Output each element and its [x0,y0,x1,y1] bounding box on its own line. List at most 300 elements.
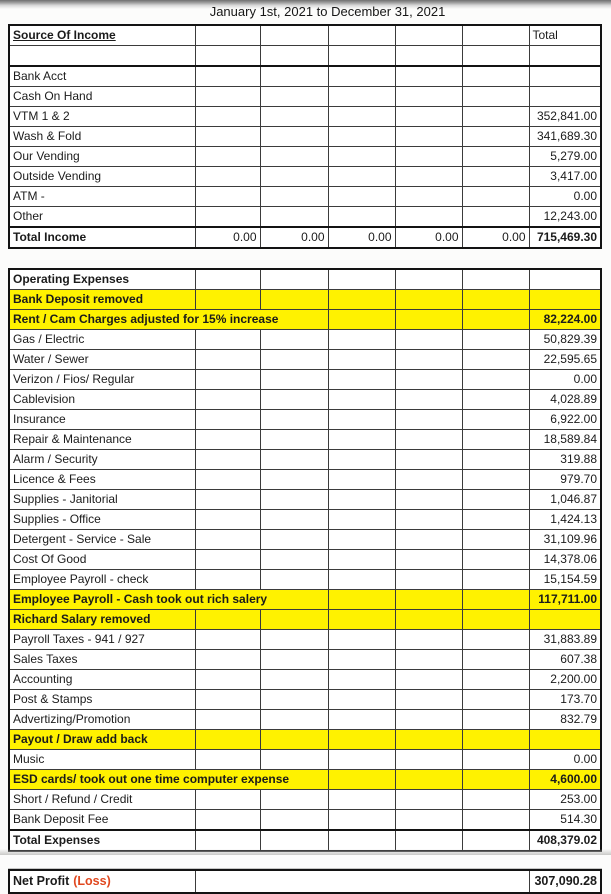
income-empty-cell [462,147,529,167]
income-empty-cell [328,66,395,87]
expense-total-cell: 1,424.13 [529,510,601,530]
income-empty-cell [328,25,395,46]
expenses-total-row [9,830,601,851]
income-label-cell: ATM - [9,187,195,207]
income-empty-cell [260,147,328,167]
expense-empty-cell [328,310,395,330]
expense-empty-cell [195,610,260,630]
income-empty-cell [260,25,328,46]
expense-empty-cell [195,650,260,670]
expense-row [9,810,601,831]
expense-label-cell: Repair & Maintenance [9,430,195,450]
expense-empty-cell [328,730,395,750]
expense-empty-cell [395,830,462,851]
expense-empty-cell [395,290,462,310]
income-empty-cell [260,87,328,107]
income-empty-cell [462,87,529,107]
expense-label-cell: Employee Payroll - check [9,570,195,590]
expense-row-highlighted [9,610,601,630]
expense-empty-cell [395,590,462,610]
expense-total-cell: 14,378.06 [529,550,601,570]
income-total-zero-cell: 0.00 [328,227,395,248]
income-total-row [9,227,601,248]
expense-total-cell [529,290,601,310]
expense-empty-cell [462,350,529,370]
expense-row [9,750,601,770]
expense-empty-cell [195,269,260,290]
expense-row [9,630,601,650]
expense-row [9,650,601,670]
expense-empty-cell [260,670,328,690]
expense-empty-cell [395,730,462,750]
expense-total-cell: 0.00 [529,750,601,770]
expense-total-cell: 50,829.39 [529,330,601,350]
expense-empty-cell [260,650,328,670]
expense-empty-cell [462,390,529,410]
expense-label-cell: Music [9,750,195,770]
expense-row [9,670,601,690]
expense-empty-cell [328,530,395,550]
expense-empty-cell [395,770,462,790]
expense-total-cell: 6,922.00 [529,410,601,430]
expense-empty-cell [462,570,529,590]
expense-empty-cell [462,610,529,630]
expense-row [9,370,601,390]
expense-empty-cell [328,330,395,350]
income-empty-cell [195,127,260,147]
expense-empty-cell [395,750,462,770]
income-empty-cell [195,207,260,228]
expense-empty-cell [395,450,462,470]
income-empty-cell [395,46,462,67]
expense-row-highlighted [9,590,601,610]
expense-empty-cell [328,450,395,470]
expense-empty-cell [195,410,260,430]
income-empty-cell [195,46,260,67]
expense-empty-cell [260,630,328,650]
expense-empty-cell [260,810,328,831]
expense-label-cell: Rent / Cam Charges adjusted for 15% increase [9,310,328,330]
expense-empty-cell [260,430,328,450]
report-period-title: January 1st, 2021 to December 31, 2021 [209,4,446,19]
expense-total-cell: 607.38 [529,650,601,670]
expense-empty-cell [395,310,462,330]
expense-label-cell: Bank Deposit removed [9,290,195,310]
expense-empty-cell [328,350,395,370]
expense-empty-cell [462,710,529,730]
expense-label-cell: Accounting [9,670,195,690]
income-total-header-cell: Total [529,25,601,46]
expense-row-highlighted [9,730,601,750]
expense-total-cell: 979.70 [529,470,601,490]
expense-label-cell: Alarm / Security [9,450,195,470]
income-empty-cell [328,127,395,147]
expense-label-cell: Supplies - Office [9,510,195,530]
expense-empty-cell [195,450,260,470]
expense-empty-cell [395,370,462,390]
expense-empty-cell [395,510,462,530]
expense-row-highlighted [9,310,601,330]
income-empty-cell [462,187,529,207]
expense-empty-cell [395,710,462,730]
income-empty-cell [462,66,529,87]
income-total-cell: 12,243.00 [529,207,601,228]
expense-empty-cell [260,750,328,770]
expense-empty-cell [328,490,395,510]
income-total-zero-cell: 0.00 [195,227,260,248]
income-label-cell: Other [9,207,195,228]
expense-total-cell: 253.00 [529,790,601,810]
income-empty-cell [462,127,529,147]
expense-label-cell: Water / Sewer [9,350,195,370]
income-empty-cell [195,167,260,187]
income-empty-cell [328,107,395,127]
expense-row [9,450,601,470]
expense-empty-cell [195,570,260,590]
income-label-cell: Bank Acct [9,66,195,87]
income-empty-cell [395,87,462,107]
expense-row [9,690,601,710]
income-row [9,167,601,187]
expense-empty-cell [195,390,260,410]
expense-row [9,470,601,490]
income-total-zero-cell: 0.00 [260,227,328,248]
expense-label-cell: ESD cards/ took out one time computer expense [9,770,328,790]
expense-label-cell: Sales Taxes [9,650,195,670]
expense-empty-cell [260,390,328,410]
expense-empty-cell [395,810,462,831]
income-empty-cell [195,25,260,46]
expense-label-cell: Verizon / Fios/ Regular [9,370,195,390]
expense-label-cell: Payout / Draw add back [9,730,195,750]
income-empty-cell [195,187,260,207]
income-empty-cell [529,46,601,67]
expense-label-cell: Detergent - Service - Sale [9,530,195,550]
income-label-cell: Cash On Hand [9,87,195,107]
net-profit-table [8,869,602,894]
income-empty-cell [260,187,328,207]
income-empty-cell [260,46,328,67]
expense-total-cell: 1,046.87 [529,490,601,510]
expense-empty-cell [328,570,395,590]
expense-empty-cell [328,510,395,530]
income-empty-cell [9,46,195,67]
expense-empty-cell [195,370,260,390]
income-row [9,107,601,127]
net-profit-spacer-cell [195,870,529,893]
expense-empty-cell [260,730,328,750]
expense-label-cell: Payroll Taxes - 941 / 927 [9,630,195,650]
expense-empty-cell [395,650,462,670]
expense-total-cell: 31,883.89 [529,630,601,650]
expense-empty-cell [260,490,328,510]
income-empty-cell [260,107,328,127]
income-table [8,24,602,249]
expense-empty-cell [195,510,260,530]
income-total-label-cell: Total Income [9,227,195,248]
income-empty-cell [395,147,462,167]
expense-total-cell: 82,224.00 [529,310,601,330]
expense-empty-cell [328,750,395,770]
income-empty-cell [195,87,260,107]
expense-total-cell: 18,589.84 [529,430,601,450]
expense-empty-cell [462,269,529,290]
expense-empty-cell [462,630,529,650]
expense-total-cell: 4,600.00 [529,770,601,790]
expense-empty-cell [328,670,395,690]
income-empty-cell [395,25,462,46]
income-empty-cell [395,107,462,127]
income-header-label-cell: Source Of Income [9,25,195,46]
income-empty-cell [328,87,395,107]
expense-empty-cell [462,530,529,550]
expense-empty-cell [462,470,529,490]
expense-empty-cell [328,410,395,430]
net-profit-row [9,870,601,893]
expense-empty-cell [395,390,462,410]
expense-total-cell: 22,595.65 [529,350,601,370]
income-row [9,207,601,228]
income-total-cell: 341,689.30 [529,127,601,147]
expense-row [9,410,601,430]
expense-row [9,390,601,410]
income-empty-cell [260,66,328,87]
expense-empty-cell [260,830,328,851]
expense-empty-cell [462,510,529,530]
income-empty-cell [328,167,395,187]
expense-empty-cell [195,810,260,831]
expense-empty-cell [260,710,328,730]
expenses-header-label-cell: Operating Expenses [9,269,195,290]
expense-empty-cell [462,790,529,810]
expense-empty-cell [328,370,395,390]
income-total-zero-cell: 0.00 [462,227,529,248]
expense-empty-cell [395,570,462,590]
income-total-cell: 3,417.00 [529,167,601,187]
expense-row [9,330,601,350]
expense-row [9,710,601,730]
expense-row-highlighted [9,290,601,310]
expense-empty-cell [395,350,462,370]
income-empty-cell [395,66,462,87]
expense-empty-cell [260,510,328,530]
expense-label-cell: Insurance [9,410,195,430]
expense-label-cell: Advertizing/Promotion [9,710,195,730]
expense-empty-cell [260,350,328,370]
expense-label-cell: Post & Stamps [9,690,195,710]
income-row [9,127,601,147]
expense-total-cell: 2,200.00 [529,670,601,690]
expense-empty-cell [462,830,529,851]
expense-empty-cell [395,630,462,650]
expense-label-cell: Gas / Electric [9,330,195,350]
expense-empty-cell [260,330,328,350]
expense-empty-cell [260,790,328,810]
expense-empty-cell [462,590,529,610]
income-label-cell: Outside Vending [9,167,195,187]
expense-empty-cell [462,750,529,770]
expense-empty-cell [462,810,529,831]
income-empty-cell [328,46,395,67]
expense-empty-cell [462,770,529,790]
expense-empty-cell [462,410,529,430]
expense-total-cell [529,730,601,750]
expense-empty-cell [195,690,260,710]
income-empty-cell [395,207,462,228]
expense-empty-cell [328,790,395,810]
expense-empty-cell [195,490,260,510]
expense-empty-cell [395,410,462,430]
expense-empty-cell [395,430,462,450]
expense-total-cell: 0.00 [529,370,601,390]
expense-empty-cell [260,530,328,550]
expense-empty-cell [195,730,260,750]
expense-empty-cell [395,790,462,810]
expense-empty-cell [462,310,529,330]
expense-empty-cell [462,370,529,390]
income-empty-cell [260,167,328,187]
expense-empty-cell [260,610,328,630]
expense-empty-cell [328,269,395,290]
expense-empty-cell [395,670,462,690]
expense-label-cell: Employee Payroll - Cash took out rich salery [9,590,328,610]
expense-total-cell: 514.30 [529,810,601,831]
expense-total-cell: 832.79 [529,710,601,730]
income-total-cell: 352,841.00 [529,107,601,127]
income-empty-cell [260,207,328,228]
expense-label-cell: Bank Deposit Fee [9,810,195,831]
net-profit-loss-label: (Loss) [73,874,111,888]
expense-empty-cell [260,570,328,590]
expense-total-cell: 319.88 [529,450,601,470]
expense-row [9,550,601,570]
expense-empty-cell [395,610,462,630]
expense-total-cell: 117,711.00 [529,590,601,610]
income-label-cell: Our Vending [9,147,195,167]
expense-empty-cell [260,470,328,490]
income-row [9,66,601,87]
expense-empty-cell [328,810,395,831]
expense-empty-cell [395,530,462,550]
expense-empty-cell [462,290,529,310]
expense-total-cell: 4,028.89 [529,390,601,410]
income-row [9,187,601,207]
expenses-total-label-cell: Total Expenses [9,830,195,851]
expense-empty-cell [195,790,260,810]
income-empty-cell [395,187,462,207]
expense-row-highlighted [9,770,601,790]
expense-empty-cell [462,730,529,750]
expense-empty-cell [195,550,260,570]
expense-label-cell: Richard Salary removed [9,610,195,630]
income-empty-cell [395,167,462,187]
expense-total-cell: 31,109.96 [529,530,601,550]
income-empty-cell [462,25,529,46]
expenses-grand-total-cell: 408,379.02 [529,830,601,851]
income-empty-cell [462,107,529,127]
income-total-cell: 5,279.00 [529,147,601,167]
expense-empty-cell [260,410,328,430]
expense-empty-cell [260,370,328,390]
expense-empty-cell [195,630,260,650]
income-empty-cell [260,127,328,147]
expense-row [9,350,601,370]
income-empty-cell [328,147,395,167]
expense-empty-cell [328,390,395,410]
income-empty-cell [195,66,260,87]
income-row [9,147,601,167]
expense-empty-cell [195,470,260,490]
expense-total-cell: 173.70 [529,690,601,710]
expense-empty-cell [195,530,260,550]
expense-label-cell: Cablevision [9,390,195,410]
income-total-cell [529,87,601,107]
expense-empty-cell [195,430,260,450]
expense-label-cell: Supplies - Janitorial [9,490,195,510]
expense-empty-cell [395,330,462,350]
expense-empty-cell [462,330,529,350]
income-total-cell: 0.00 [529,187,601,207]
expense-empty-cell [328,590,395,610]
income-label-cell: VTM 1 & 2 [9,107,195,127]
expense-empty-cell [260,550,328,570]
expense-row [9,530,601,550]
expense-empty-cell [195,330,260,350]
expense-label-cell: Licence & Fees [9,470,195,490]
expense-empty-cell [195,750,260,770]
income-row [9,87,601,107]
expenses-table [8,268,602,852]
expense-empty-cell [395,269,462,290]
income-empty-cell [195,147,260,167]
expense-label-cell: Cost Of Good [9,550,195,570]
expense-empty-cell [529,269,601,290]
expense-label-cell: Short / Refund / Credit [9,790,195,810]
expense-row [9,430,601,450]
net-profit-label: Net Profit [13,874,70,888]
expense-empty-cell [395,470,462,490]
expense-empty-cell [195,350,260,370]
expense-row [9,790,601,810]
expense-empty-cell [328,610,395,630]
expense-empty-cell [462,650,529,670]
expense-empty-cell [260,290,328,310]
expense-empty-cell [462,690,529,710]
income-empty-cell [328,207,395,228]
net-profit-total-cell: 307,090.28 [529,870,601,893]
expense-empty-cell [395,550,462,570]
expense-row [9,570,601,590]
expenses-header-row [9,269,601,290]
income-grand-total-cell: 715,469.30 [529,227,601,248]
income-header-row [9,25,601,46]
income-empty-cell [195,107,260,127]
income-total-cell [529,66,601,87]
income-empty-cell [462,167,529,187]
expense-empty-cell [328,650,395,670]
expense-empty-cell [328,550,395,570]
expense-total-cell: 15,154.59 [529,570,601,590]
expense-empty-cell [260,690,328,710]
income-empty-cell [462,207,529,228]
expense-empty-cell [260,269,328,290]
expense-row [9,490,601,510]
income-total-zero-cell: 0.00 [395,227,462,248]
income-empty-cell [462,46,529,67]
expense-empty-cell [462,490,529,510]
expense-empty-cell [462,450,529,470]
expense-total-cell [529,610,601,630]
